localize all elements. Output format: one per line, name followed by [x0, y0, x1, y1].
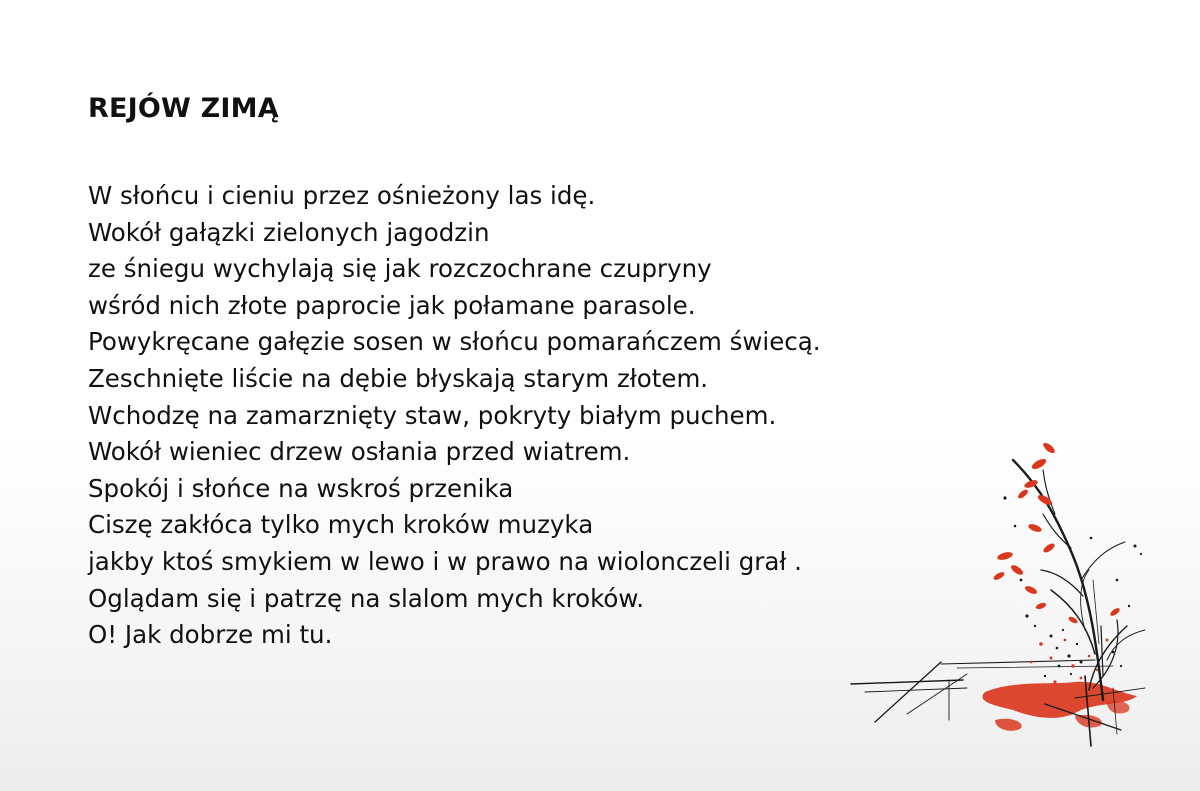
- poem-line: Spokój i słońce na wskroś przenika: [88, 473, 514, 503]
- poem-line: Powykręcane gałęzie sosen w słońcu pomarańczem świecą.: [88, 327, 821, 357]
- poem-line: Wokół gałązki zielonych jagodzin: [88, 217, 490, 247]
- poem-line: Oglądam się i patrzę na slalom mych kroków.: [88, 583, 644, 613]
- poem-line: O! Jak dobrze mi tu.: [88, 620, 333, 650]
- red-splash: [982, 682, 1137, 731]
- poem-line: Zeschnięte liście na dębie błyskają starym złotem.: [88, 363, 709, 393]
- branch: [1013, 460, 1145, 700]
- branch-ink-illustration: [845, 430, 1165, 750]
- poem-title: REJÓW ZIMĄ: [88, 93, 279, 124]
- ink-dots: [1003, 496, 1142, 683]
- poem-line: W słońcu i cieniu przez ośnieżony las idę.: [88, 181, 596, 210]
- poem-line: Wokół wieniec drzew osłania przed wiatrem.: [88, 437, 631, 467]
- poem-line: wśród nich złote paprocie jak połamane parasole.: [88, 290, 696, 320]
- poem-line: jakby ktoś smykiem w lewo i w prawo na wiolonczeli grał .: [88, 546, 802, 576]
- poem-body: [88, 178, 821, 654]
- poem-line: Wchodzę na zamarznięty staw, pokryty białym puchem.: [88, 400, 777, 430]
- poem-line: ze śniegu wychylają się jak rozczochrane czupryny: [88, 254, 712, 284]
- poem-line: Ciszę zakłóca tylko mych kroków muzyka: [88, 510, 594, 540]
